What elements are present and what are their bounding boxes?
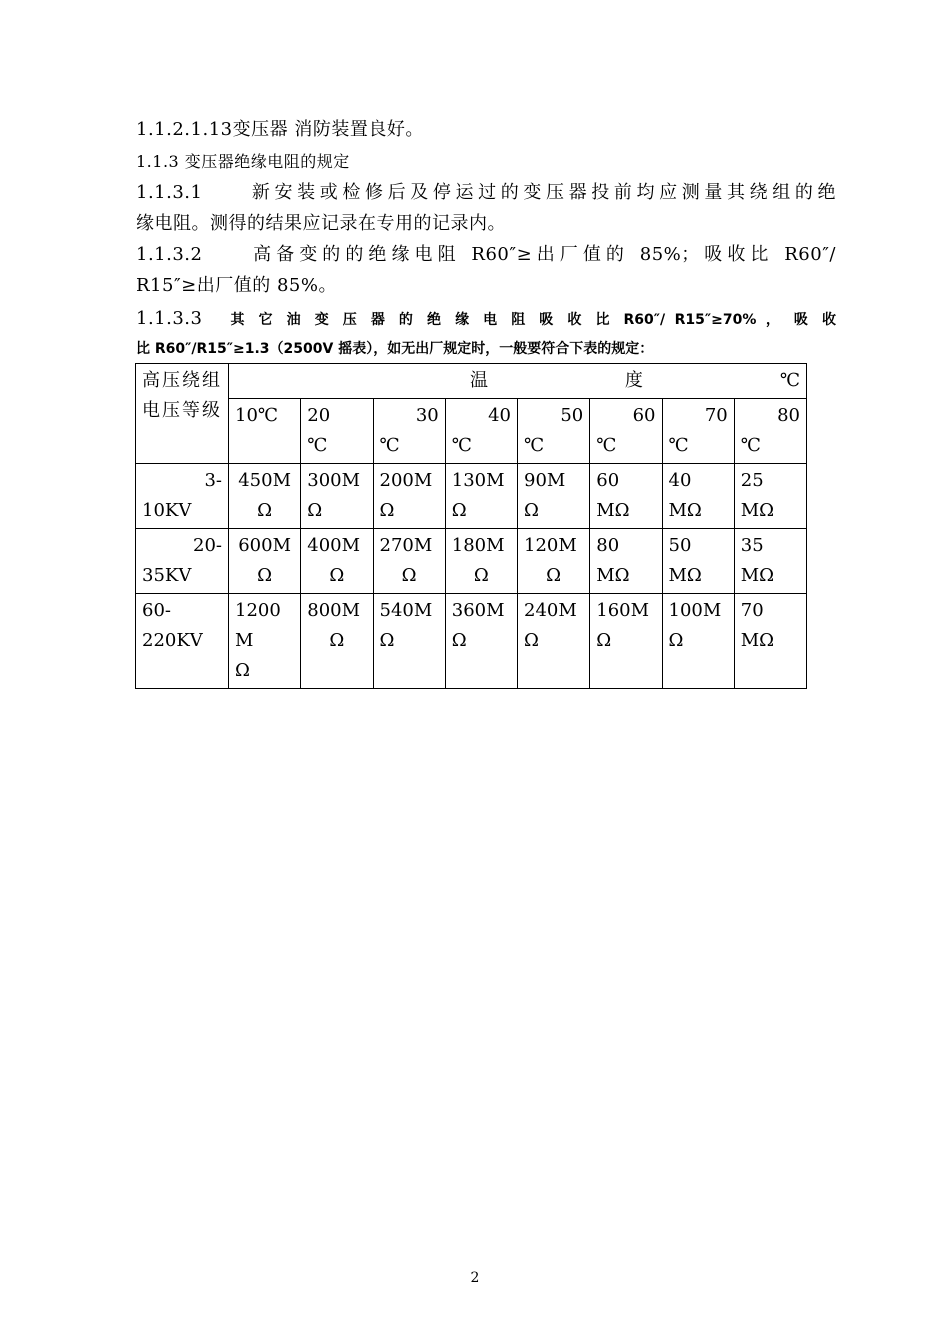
voltage-grade-header: 高压绕组电压等级 bbox=[136, 364, 229, 464]
voltage-grade-cell: 60- 220KV bbox=[136, 594, 229, 689]
paragraph-1-1-3-1-line-1: 1.1.3.1 新安装或检修后及停运过的变压器投前均应测量其绕组的绝 bbox=[136, 182, 836, 203]
table-row bbox=[136, 529, 807, 594]
resistance-cell: 50 MΩ bbox=[662, 529, 734, 594]
voltage-grade-cell: 20- 35KV bbox=[136, 529, 229, 594]
section-heading-1-1-3: 1.1.3 变压器绝缘电阻的规定 bbox=[136, 152, 350, 171]
resistance-cell: 70 MΩ bbox=[734, 594, 806, 689]
paragraph-text: 其 它 油 变 压 器 的 绝 缘 电 阻 吸 收 比 R60″/ R15″≥70% ， 吸 收 bbox=[230, 312, 836, 328]
temperature-header bbox=[229, 364, 807, 399]
temperature-header-unit: ℃ bbox=[779, 370, 800, 391]
temperature-cell: 50 ℃ bbox=[518, 399, 590, 464]
paragraph-1-1-2-1-13: 1.1.2.1.13变压器 消防装置良好。 bbox=[136, 119, 424, 140]
temperature-cell: 30 ℃ bbox=[373, 399, 445, 464]
temperature-row bbox=[136, 399, 807, 464]
temperature-header-char-1: 温 bbox=[470, 370, 488, 391]
resistance-cell: 240M Ω bbox=[518, 594, 590, 689]
table-row bbox=[136, 594, 807, 689]
temperature-cell: 80 ℃ bbox=[734, 399, 806, 464]
paragraph-1-1-3-2-line-1: 1.1.3.2 高备变的的绝缘电阻 R60″≥出厂值的 85%；吸收比 R60″/ bbox=[136, 244, 836, 265]
table-row bbox=[136, 464, 807, 529]
resistance-cell: 200M Ω bbox=[373, 464, 445, 529]
voltage-grade-cell: 3- 10KV bbox=[136, 464, 229, 529]
temperature-cell: 40 ℃ bbox=[445, 399, 517, 464]
page-number: 2 bbox=[470, 1270, 480, 1286]
temperature-cell: 20 ℃ bbox=[301, 399, 373, 464]
paragraph-1-1-3-3-line-2: 比 R60″/R15″≥1.3（2500V 摇表），如无出厂规定时，一般要符合下表的规定： bbox=[136, 341, 654, 357]
resistance-cell: 25 MΩ bbox=[734, 464, 806, 529]
resistance-cell: 400M Ω bbox=[301, 529, 373, 594]
temperature-cell: 10℃ bbox=[229, 399, 301, 464]
insulation-resistance-table bbox=[135, 363, 807, 689]
paragraph-1-1-3-1-line-2: 缘电阻。测得的结果应记录在专用的记录内。 bbox=[136, 213, 506, 234]
resistance-cell: 600M Ω bbox=[229, 529, 301, 594]
resistance-cell: 60 MΩ bbox=[590, 464, 662, 529]
resistance-cell: 160M Ω bbox=[590, 594, 662, 689]
resistance-cell: 80 MΩ bbox=[590, 529, 662, 594]
resistance-cell: 180M Ω bbox=[445, 529, 517, 594]
resistance-cell: 1200M Ω bbox=[229, 594, 301, 689]
resistance-cell: 270M Ω bbox=[373, 529, 445, 594]
temperature-cell: 70 ℃ bbox=[662, 399, 734, 464]
temperature-header-char-2: 度 bbox=[624, 370, 643, 391]
resistance-cell: 300M Ω bbox=[301, 464, 373, 529]
resistance-cell: 540M Ω bbox=[373, 594, 445, 689]
resistance-cell: 130M Ω bbox=[445, 464, 517, 529]
resistance-cell: 450M Ω bbox=[229, 464, 301, 529]
resistance-cell: 120M Ω bbox=[518, 529, 590, 594]
paragraph-number: 1.1.3.3 bbox=[136, 308, 203, 329]
paragraph-1-1-3-3-line-1 bbox=[136, 309, 836, 330]
paragraph-1-1-3-2-line-2: R15″≥出厂值的 85%。 bbox=[136, 275, 337, 296]
resistance-cell: 90M Ω bbox=[518, 464, 590, 529]
resistance-cell: 360M Ω bbox=[445, 594, 517, 689]
temperature-cell: 60 ℃ bbox=[590, 399, 662, 464]
resistance-cell: 800M Ω bbox=[301, 594, 373, 689]
resistance-cell: 40 MΩ bbox=[662, 464, 734, 529]
resistance-cell: 100M Ω bbox=[662, 594, 734, 689]
resistance-cell: 35 MΩ bbox=[734, 529, 806, 594]
